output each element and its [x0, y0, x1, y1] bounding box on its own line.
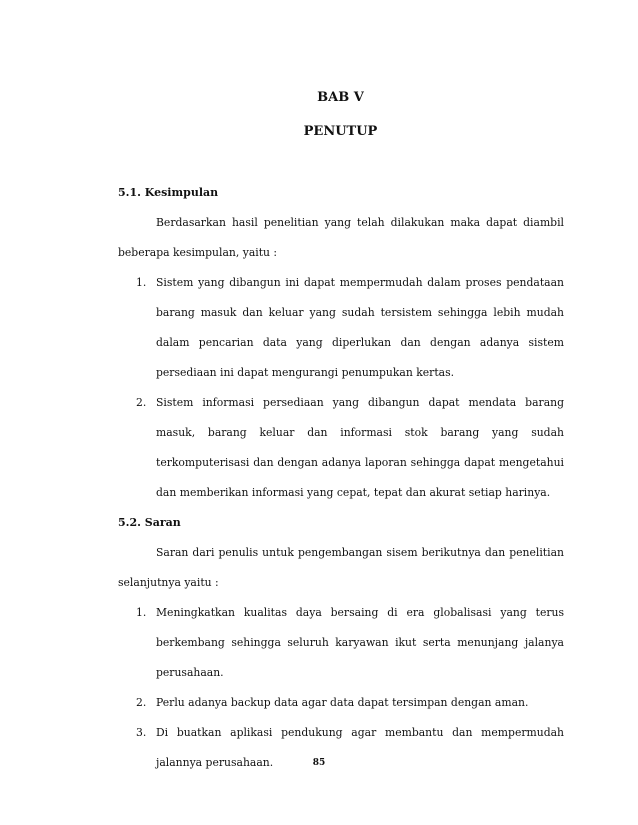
list-item-text: Sistem yang dibangun ini dapat mempermudah dalam proses pendataan barang masuk dan keluar yang sudah tersistem sehingga lebih mudah dalam pencarian data yang diperlukan dan dengan adanya sistem persediaan ini dapat mengurangi penumpukan kertas.: [156, 276, 564, 379]
page-number: 85: [312, 758, 326, 768]
list-item: [118, 268, 564, 388]
section-heading: 5.1. Kesimpulan: [118, 186, 219, 199]
chapter-title: PENUTUP: [303, 124, 378, 139]
section-heading: 5.2. Saran: [118, 516, 181, 529]
section-saran: [118, 508, 564, 778]
list-item-text: Di buatkan aplikasi pendukung agar membantu dan mempermudah jalannya perusahaan.: [156, 726, 564, 769]
list-item: [118, 718, 564, 778]
list-item: [118, 388, 564, 508]
section-intro: Saran dari penulis untuk pengembangan sisem berikutnya dan penelitian selanjutnya yaitu :: [118, 546, 564, 589]
section-intro: Berdasarkan hasil penelitian yang telah dilakukan maka dapat diambil beberapa kesimpulan, yaitu :: [118, 216, 564, 259]
conclusion-list: [118, 268, 564, 508]
list-item-number: 2.: [136, 696, 147, 709]
list-item: [118, 598, 564, 688]
chapter-content: [118, 178, 564, 778]
list-item-number: 1.: [136, 606, 147, 619]
suggestion-list: [118, 598, 564, 778]
list-item-text: Perlu adanya backup data agar data dapat tersimpan dengan aman.: [156, 696, 529, 709]
section-kesimpulan: [118, 178, 564, 508]
list-item-number: 2.: [136, 396, 147, 409]
list-item-number: 1.: [136, 276, 147, 289]
chapter-number: BAB V: [317, 90, 364, 105]
list-item-text: Meningkatkan kualitas daya bersaing di era globalisasi yang terus berkembang sehingga seluruh karyawan ikut serta menunjang jalanya perusahaan.: [156, 606, 564, 679]
list-item-text: Sistem informasi persediaan yang dibangun dapat mendata barang masuk, barang keluar dan informasi stok barang yang sudah terkomputerisasi dan dengan adanya laporan sehingga dapat mengetahui dan memberikan informasi yang cepat, tepat dan akurat setiap harinya.: [156, 396, 564, 499]
list-item: [118, 688, 564, 718]
list-item-number: 3.: [136, 726, 147, 739]
